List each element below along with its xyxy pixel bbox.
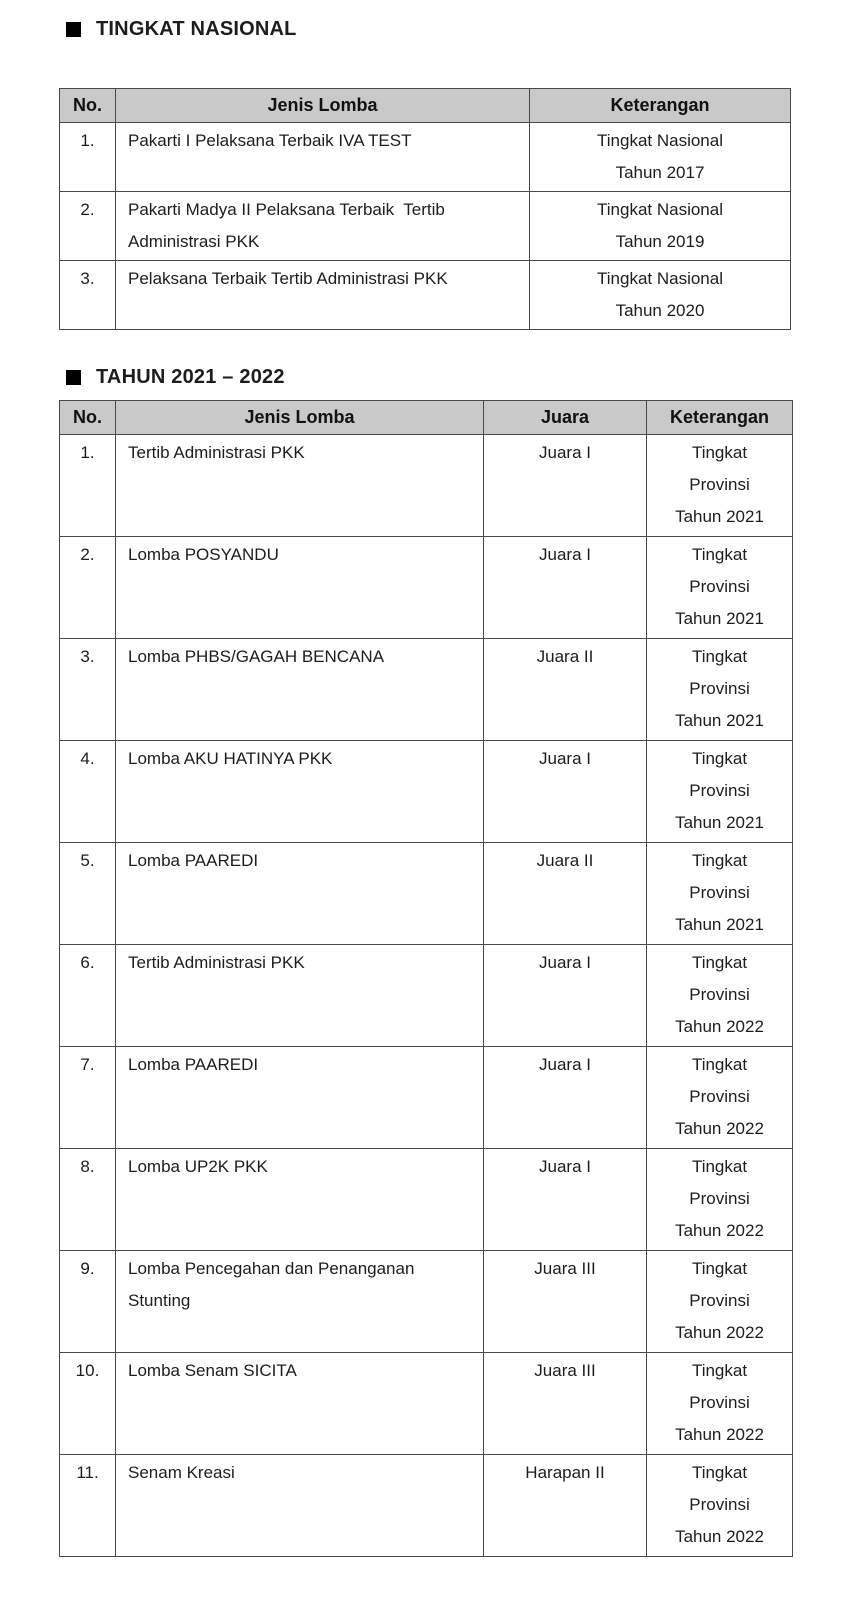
cell-line: Lomba Pencegahan dan Penanganan bbox=[128, 1259, 415, 1278]
cell-line: Tertib Administrasi PKK bbox=[128, 953, 305, 972]
table-row bbox=[60, 1455, 793, 1557]
table-row bbox=[60, 1353, 793, 1455]
cell-jenis bbox=[116, 123, 530, 192]
cell-line: Tahun 2022 bbox=[675, 1017, 764, 1036]
cell-line: Tingkat bbox=[691, 749, 748, 768]
cell-line: Provinsi bbox=[689, 781, 750, 800]
table-row bbox=[60, 537, 793, 639]
cell-line: Tingkat Nasional bbox=[597, 269, 723, 288]
cell-no: 6. bbox=[60, 945, 116, 1047]
cell-line: Tahun 2022 bbox=[675, 1323, 764, 1342]
cell-line: Tahun 2022 bbox=[675, 1527, 764, 1546]
cell-no: 1. bbox=[60, 435, 116, 537]
cell-line: Tahun 2022 bbox=[675, 1221, 764, 1240]
cell-jenis bbox=[116, 1047, 484, 1149]
cell-no: 11. bbox=[60, 1455, 116, 1557]
cell-no: 2. bbox=[60, 537, 116, 639]
cell-juara: Juara III bbox=[484, 1251, 647, 1353]
cell-line: Provinsi bbox=[689, 1291, 750, 1310]
cell-line: Tingkat bbox=[691, 1157, 748, 1176]
cell-line: Tahun 2019 bbox=[615, 232, 705, 251]
cell-line: Lomba AKU HATINYA PKK bbox=[128, 749, 333, 768]
square-bullet-icon bbox=[66, 370, 81, 385]
cell-jenis bbox=[116, 261, 530, 330]
cell-juara: Juara I bbox=[484, 945, 647, 1047]
cell-line: Tingkat bbox=[691, 1463, 748, 1482]
cell-juara: Juara II bbox=[484, 639, 647, 741]
cell-line: Tahun 2021 bbox=[675, 915, 764, 934]
section-heading-2021-2022 bbox=[66, 366, 852, 389]
cell-keterangan bbox=[647, 1251, 793, 1353]
cell-no: 10. bbox=[60, 1353, 116, 1455]
table-row bbox=[60, 435, 793, 537]
header-row bbox=[60, 401, 793, 435]
cell-line: Tingkat bbox=[691, 443, 748, 462]
cell-line: Tingkat bbox=[691, 1259, 748, 1278]
cell-line: Tingkat bbox=[691, 647, 748, 666]
section-heading-nasional bbox=[66, 18, 852, 41]
cell-line: Provinsi bbox=[689, 475, 750, 494]
cell-line: Tingkat bbox=[691, 953, 748, 972]
cell-keterangan bbox=[647, 435, 793, 537]
header-row bbox=[60, 89, 791, 123]
cell-line: Tertib Administrasi PKK bbox=[128, 443, 305, 462]
cell-line: Senam Kreasi bbox=[128, 1463, 235, 1482]
cell-keterangan bbox=[647, 945, 793, 1047]
table-body bbox=[60, 435, 793, 1557]
table-row bbox=[60, 945, 793, 1047]
cell-jenis bbox=[116, 639, 484, 741]
cell-line: Tingkat bbox=[691, 1055, 748, 1074]
cell-line: Provinsi bbox=[689, 577, 750, 596]
cell-juara: Juara III bbox=[484, 1353, 647, 1455]
column-header-no: No. bbox=[60, 89, 116, 123]
cell-line: Administrasi PKK bbox=[128, 232, 260, 251]
cell-line: Lomba PAAREDI bbox=[128, 851, 259, 870]
table-row bbox=[60, 261, 791, 330]
cell-line: Tingkat bbox=[691, 851, 748, 870]
cell-keterangan bbox=[647, 537, 793, 639]
cell-line: Lomba UP2K PKK bbox=[128, 1157, 268, 1176]
cell-line: Tingkat bbox=[691, 1361, 748, 1380]
table-header bbox=[60, 89, 791, 123]
cell-juara: Juara I bbox=[484, 1047, 647, 1149]
cell-line: Provinsi bbox=[689, 985, 750, 1004]
cell-line: Tahun 2022 bbox=[675, 1425, 764, 1444]
table-row bbox=[60, 1251, 793, 1353]
cell-line: Tahun 2021 bbox=[675, 813, 764, 832]
cell-line: Pakarti Madya II Pelaksana Terbaik Tertib bbox=[128, 200, 445, 219]
cell-jenis bbox=[116, 843, 484, 945]
cell-keterangan bbox=[530, 192, 791, 261]
cell-jenis bbox=[116, 435, 484, 537]
cell-line: Tahun 2020 bbox=[615, 301, 705, 320]
cell-no: 9. bbox=[60, 1251, 116, 1353]
cell-line: Tingkat Nasional bbox=[597, 131, 723, 150]
cell-no: 8. bbox=[60, 1149, 116, 1251]
cell-jenis bbox=[116, 945, 484, 1047]
table-tingkat-nasional bbox=[59, 88, 791, 330]
cell-jenis bbox=[116, 1251, 484, 1353]
cell-line: Lomba POSYANDU bbox=[128, 545, 279, 564]
cell-jenis bbox=[116, 741, 484, 843]
cell-jenis bbox=[116, 1353, 484, 1455]
table-row bbox=[60, 123, 791, 192]
cell-no: 2. bbox=[60, 192, 116, 261]
cell-line: Provinsi bbox=[689, 1189, 750, 1208]
table-header bbox=[60, 401, 793, 435]
column-header-juara: Juara bbox=[484, 401, 647, 435]
cell-line: Tingkat bbox=[691, 545, 748, 564]
section-title-2021-2022: TAHUN 2021 – 2022 bbox=[96, 366, 285, 388]
cell-juara: Juara I bbox=[484, 741, 647, 843]
cell-no: 5. bbox=[60, 843, 116, 945]
cell-juara: Juara II bbox=[484, 843, 647, 945]
cell-line: Provinsi bbox=[689, 1495, 750, 1514]
table-row bbox=[60, 843, 793, 945]
table-tahun-2021-2022 bbox=[59, 400, 793, 1557]
cell-line: Pakarti I Pelaksana Terbaik IVA TEST bbox=[128, 131, 412, 150]
cell-jenis bbox=[116, 537, 484, 639]
table-row bbox=[60, 639, 793, 741]
cell-line: Lomba PHBS/GAGAH BENCANA bbox=[128, 647, 385, 666]
table-body bbox=[60, 123, 791, 330]
cell-no: 7. bbox=[60, 1047, 116, 1149]
cell-no: 1. bbox=[60, 123, 116, 192]
cell-juara: Juara I bbox=[484, 537, 647, 639]
column-header-no: No. bbox=[60, 401, 116, 435]
cell-keterangan bbox=[647, 639, 793, 741]
cell-keterangan bbox=[647, 1455, 793, 1557]
cell-line: Tingkat Nasional bbox=[597, 200, 723, 219]
cell-juara: Harapan II bbox=[484, 1455, 647, 1557]
cell-line: Lomba Senam SICITA bbox=[128, 1361, 297, 1380]
cell-juara: Juara I bbox=[484, 1149, 647, 1251]
cell-line: Tahun 2017 bbox=[615, 163, 705, 182]
cell-no: 3. bbox=[60, 261, 116, 330]
cell-keterangan bbox=[647, 741, 793, 843]
table-row bbox=[60, 741, 793, 843]
cell-jenis bbox=[116, 1455, 484, 1557]
cell-line: Tahun 2021 bbox=[675, 609, 764, 628]
cell-line: Tahun 2021 bbox=[675, 711, 764, 730]
cell-line: Tahun 2021 bbox=[675, 507, 764, 526]
cell-keterangan bbox=[530, 261, 791, 330]
cell-line: Lomba PAAREDI bbox=[128, 1055, 259, 1074]
cell-jenis bbox=[116, 1149, 484, 1251]
cell-jenis bbox=[116, 192, 530, 261]
cell-line: Provinsi bbox=[689, 679, 750, 698]
column-header-jenis: Jenis Lomba bbox=[116, 401, 484, 435]
cell-line: Provinsi bbox=[689, 1087, 750, 1106]
cell-keterangan bbox=[647, 843, 793, 945]
column-header-keterangan: Keterangan bbox=[647, 401, 793, 435]
column-header-jenis: Jenis Lomba bbox=[116, 89, 530, 123]
cell-keterangan bbox=[647, 1149, 793, 1251]
cell-no: 3. bbox=[60, 639, 116, 741]
table-row bbox=[60, 192, 791, 261]
table-row bbox=[60, 1047, 793, 1149]
section-title-nasional: TINGKAT NASIONAL bbox=[96, 18, 297, 40]
column-header-keterangan: Keterangan bbox=[530, 89, 791, 123]
square-bullet-icon bbox=[66, 22, 81, 37]
cell-line: Stunting bbox=[128, 1291, 191, 1310]
cell-keterangan bbox=[647, 1047, 793, 1149]
cell-no: 4. bbox=[60, 741, 116, 843]
cell-keterangan bbox=[530, 123, 791, 192]
table-row bbox=[60, 1149, 793, 1251]
cell-keterangan bbox=[647, 1353, 793, 1455]
cell-line: Tahun 2022 bbox=[675, 1119, 764, 1138]
cell-line: Provinsi bbox=[689, 883, 750, 902]
cell-juara: Juara I bbox=[484, 435, 647, 537]
cell-line: Provinsi bbox=[689, 1393, 750, 1412]
cell-line: Pelaksana Terbaik Tertib Administrasi PKK bbox=[128, 269, 448, 288]
